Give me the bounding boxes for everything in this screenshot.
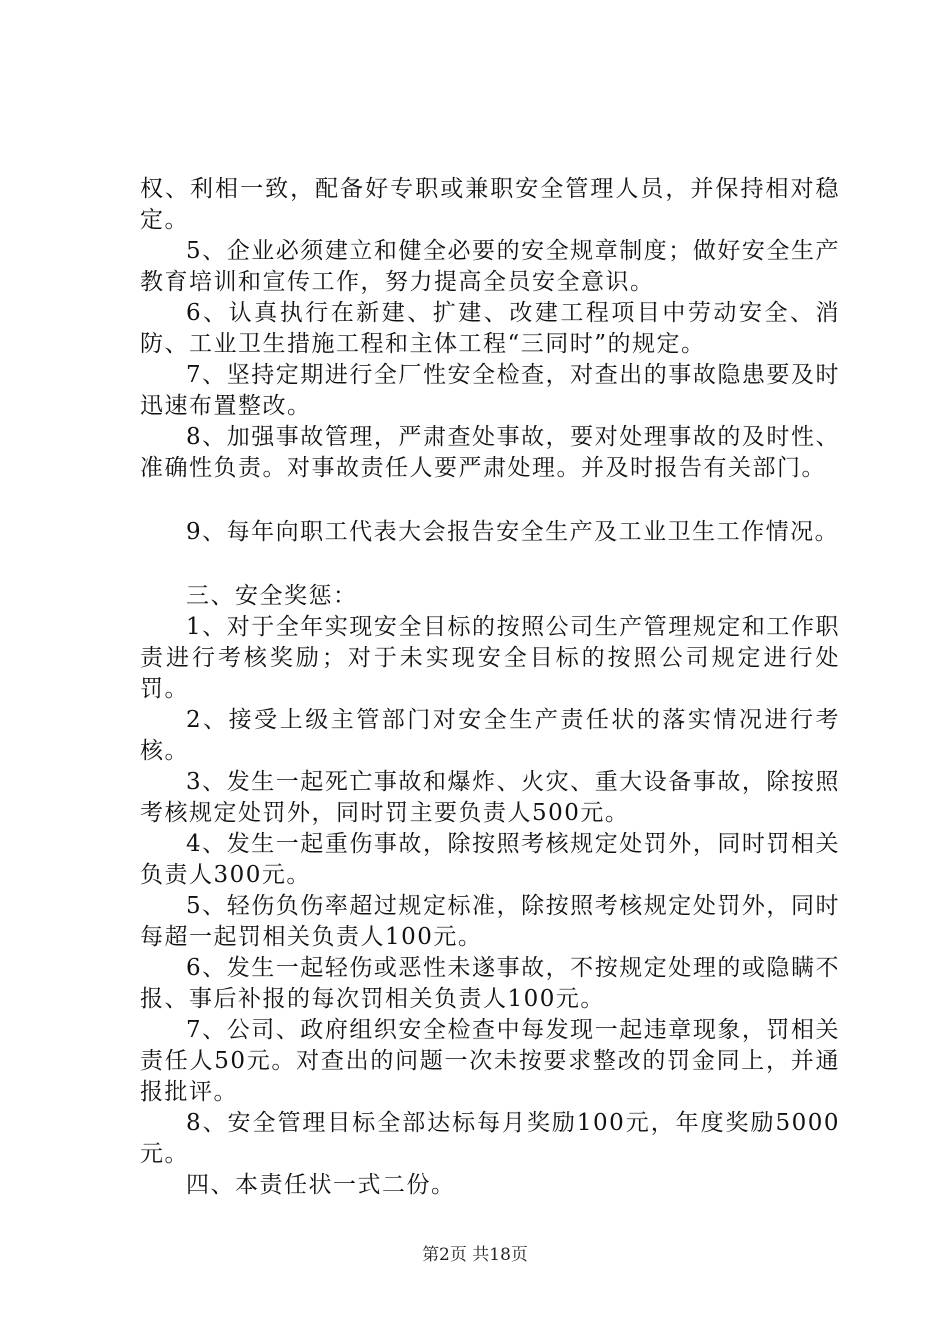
paragraph-penalty-4: 4、发生一起重伤事故，除按照考核规定处罚外，同时罚相关负责人300元。 [140, 831, 840, 888]
paragraph-penalty-2: 2、接受上级主管部门对安全生产责任状的落实情况进行考核。 [140, 707, 840, 764]
section-heading-copies: 四、本责任状一式二份。 [186, 1172, 456, 1198]
paragraph-item-6: 6、认真执行在新建、扩建、改建工程项目中劳动安全、消防、工业卫生措施工程和主体工程“三同时”的规定。 [140, 300, 840, 357]
paragraph-item-9: 9、每年向职工代表大会报告安全生产及工业卫生工作情况。 [186, 519, 840, 545]
paragraph-penalty-5: 5、轻伤负伤率超过规定标准，除按照考核规定处罚外，同时每超一起罚相关负责人100元。 [140, 893, 840, 950]
paragraph-penalty-1: 1、对于全年实现安全目标的按照公司生产管理规定和工作职责进行考核奖励；对于未实现安全目标的按照公司规定进行处罚。 [140, 614, 840, 702]
paragraph-penalty-7: 7、公司、政府组织安全检查中每发现一起违章现象，罚相关责任人50元。对查出的问题一次未按要求整改的罚金同上，并通报批评。 [140, 1017, 840, 1105]
paragraph-continuation: 权、利相一致，配备好专职或兼职安全管理人员，并保持相对稳定。 [140, 176, 840, 233]
paragraph-penalty-8: 8、安全管理目标全部达标每月奖励100元，年度奖励5000元。 [140, 1110, 840, 1167]
page-number-footer: 第2页 共18页 [422, 1245, 528, 1265]
paragraph-penalty-6: 6、发生一起轻伤或恶性未遂事故，不按规定处理的或隐瞒不报、事后补报的每次罚相关负责人100元。 [140, 955, 840, 1012]
paragraph-item-5: 5、企业必须建立和健全必要的安全规章制度；做好安全生产教育培训和宣传工作，努力提高全员安全意识。 [140, 238, 840, 295]
document-body [140, 174, 840, 1201]
paragraph-item-8: 8、加强事故管理，严肃查处事故，要对处理事故的及时性、准确性负责。对事故责任人要严肃处理。并及时报告有关部门。 [140, 424, 840, 481]
paragraph-penalty-3: 3、发生一起死亡事故和爆炸、火灾、重大设备事故，除按照考核规定处罚外，同时罚主要负责人500元。 [140, 769, 840, 826]
section-heading-rewards-penalties: 三、安全奖惩： [186, 583, 358, 609]
paragraph-item-7: 7、坚持定期进行全厂性安全检查，对查出的事故隐患要及时迅速布置整改。 [140, 362, 840, 419]
